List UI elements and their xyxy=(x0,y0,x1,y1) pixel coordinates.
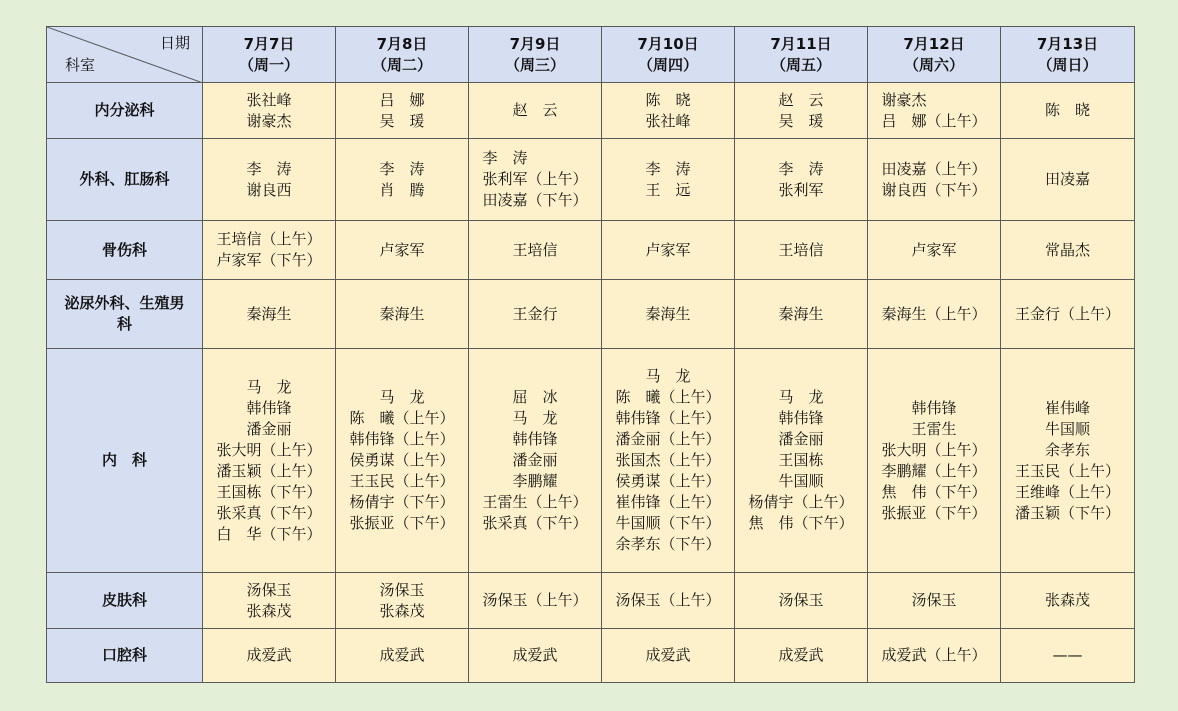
day-date-label: 7月9日 xyxy=(509,34,561,53)
department-name: 外科、肛肠科 xyxy=(79,170,170,188)
department-name: 内分泌科 xyxy=(94,101,155,119)
department-name-cell xyxy=(47,573,203,629)
doctor-name: 张森茂 xyxy=(246,601,292,620)
department-name: 内 科 xyxy=(101,451,147,469)
day-header-cell xyxy=(602,27,735,83)
department-row xyxy=(47,573,1135,629)
doctor-name: 焦 伟（下午） xyxy=(748,514,854,532)
duty-cell xyxy=(735,573,868,629)
doctor-name: 余孝东 xyxy=(1014,440,1090,459)
duty-cell xyxy=(336,139,469,221)
day-weekday-label: （周六） xyxy=(903,55,964,74)
doctor-name: 吴 瑗 xyxy=(778,111,824,130)
department-row xyxy=(47,221,1135,280)
doctor-name: 屈 冰 xyxy=(482,388,558,406)
doctor-name: 张国杰（上午） xyxy=(615,451,721,469)
department-row xyxy=(47,629,1135,683)
department-name-cell xyxy=(47,349,203,573)
doctor-name: 马 龙 xyxy=(748,388,824,406)
doctor-name: 吕 娜 xyxy=(379,90,425,109)
day-date-label: 7月13日 xyxy=(1036,34,1099,53)
duty-cell xyxy=(469,349,602,573)
doctor-name: 王玉民（上午） xyxy=(1014,461,1120,480)
day-weekday-label: （周五） xyxy=(770,55,831,74)
day-date-label: 7月10日 xyxy=(637,34,699,53)
doctor-name: 陈 曦（上午） xyxy=(615,388,721,406)
doctor-name: 白 华（下午） xyxy=(216,524,322,543)
doctor-name: 王培信 xyxy=(512,240,558,259)
doctor-name: 张大明（上午） xyxy=(881,440,987,459)
duty-cell xyxy=(336,280,469,349)
doctor-name: 王国栋（下午） xyxy=(216,482,322,501)
doctor-name: 王培信 xyxy=(778,240,824,259)
day-header-cell xyxy=(1001,27,1135,83)
doctor-name: 成爱武（上午） xyxy=(881,646,987,664)
duty-cell xyxy=(602,349,735,573)
doctor-name: 李 涛 xyxy=(482,149,528,167)
duty-cell xyxy=(868,221,1001,280)
doctor-name: 李鹏耀 xyxy=(482,472,558,490)
duty-cell xyxy=(1001,629,1135,683)
doctor-name: 田凌嘉（下午） xyxy=(482,191,588,209)
doctor-name: 侯勇谋（上午） xyxy=(615,472,721,490)
doctor-name: 成爱武 xyxy=(512,646,558,664)
doctor-name: 王玉民（上午） xyxy=(349,472,455,490)
doctor-name: 汤保玉 xyxy=(778,591,824,609)
duty-cell xyxy=(1001,139,1135,221)
doctor-name: 张森茂 xyxy=(1044,591,1090,609)
doctor-name: 潘金丽（上午） xyxy=(615,430,721,448)
duty-cell xyxy=(469,280,602,349)
duty-cell xyxy=(203,83,336,139)
duty-cell xyxy=(336,221,469,280)
duty-cell xyxy=(336,629,469,683)
doctor-name: 张振亚（下午） xyxy=(349,514,455,532)
doctor-name: 成爱武 xyxy=(645,646,691,664)
doctor-name: 牛国顺 xyxy=(748,472,824,490)
duty-cell xyxy=(469,83,602,139)
doctor-name: 潘玉颖（上午） xyxy=(216,461,322,480)
duty-cell xyxy=(203,349,336,573)
doctor-name: 肖 腾 xyxy=(379,180,425,199)
doctor-name: 秦海生（上午） xyxy=(881,304,987,323)
doctor-name: —— xyxy=(1052,646,1083,664)
doctor-name: 汤保玉（上午） xyxy=(482,591,588,609)
doctor-name: 谢良西（下午） xyxy=(881,180,987,199)
doctor-name: 李 涛 xyxy=(645,159,691,178)
department-row xyxy=(47,280,1135,349)
doctor-name: 杨倩宇（下午） xyxy=(349,493,455,511)
doctor-name: 牛国顺 xyxy=(1014,419,1090,438)
doctor-name: 卢家军 xyxy=(645,240,691,259)
duty-cell xyxy=(602,139,735,221)
duty-cell xyxy=(602,83,735,139)
corner-header-cell xyxy=(47,27,203,83)
duty-cell xyxy=(868,573,1001,629)
doctor-name: 陈 晓 xyxy=(645,90,691,109)
doctor-name: 谢豪杰 xyxy=(246,111,292,130)
doctor-name: 谢良西 xyxy=(246,180,292,199)
doctor-name: 李 涛 xyxy=(246,159,292,178)
day-date-label: 7月11日 xyxy=(770,34,832,53)
doctor-name: 杨倩宇（上午） xyxy=(748,493,854,511)
doctor-name: 崔伟锋（上午） xyxy=(615,493,721,511)
doctor-name: 秦海生 xyxy=(778,304,824,323)
doctor-name: 汤保玉 xyxy=(246,580,292,599)
day-weekday-label: （周二） xyxy=(371,55,432,74)
day-header-cell xyxy=(203,27,336,83)
day-date-label: 7月12日 xyxy=(903,34,965,53)
doctor-name: 韩伟锋 xyxy=(748,409,824,427)
header-row xyxy=(47,27,1135,83)
duty-cell xyxy=(336,573,469,629)
doctor-name: 王培信（上午） xyxy=(216,230,322,248)
doctor-name: 张森茂 xyxy=(379,601,425,620)
duty-cell xyxy=(1001,573,1135,629)
doctor-name: 张振亚（下午） xyxy=(881,503,987,522)
duty-cell xyxy=(336,349,469,573)
doctor-name: 潘金丽 xyxy=(482,451,558,469)
doctor-name: 马 龙 xyxy=(216,377,292,396)
doctor-name: 焦 伟（下午） xyxy=(881,482,987,501)
department-name-cell xyxy=(47,139,203,221)
day-weekday-label: （周日） xyxy=(1037,55,1098,74)
day-weekday-label: （周三） xyxy=(504,55,565,74)
duty-cell xyxy=(469,221,602,280)
doctor-name: 秦海生 xyxy=(379,304,425,323)
duty-cell xyxy=(602,280,735,349)
department-name: 皮肤科 xyxy=(101,591,147,609)
day-header-cell xyxy=(469,27,602,83)
doctor-name: 陈 晓 xyxy=(1044,101,1090,119)
doctor-name: 卢家军（下午） xyxy=(216,251,322,269)
doctor-name: 李 涛 xyxy=(379,159,425,178)
doctor-name: 成爱武 xyxy=(778,646,824,664)
doctor-name: 侯勇谋（上午） xyxy=(349,451,455,469)
doctor-name: 田凌嘉（上午） xyxy=(881,159,987,178)
duty-cell xyxy=(868,349,1001,573)
doctor-name: 王金行（上午） xyxy=(1014,304,1120,323)
doctor-name: 韩伟锋 xyxy=(482,430,558,448)
doctor-name: 牛国顺（下午） xyxy=(615,514,721,532)
doctor-name: 陈 曦（上午） xyxy=(349,409,455,427)
doctor-name: 潘金丽 xyxy=(216,419,292,438)
doctor-name: 汤保玉（上午） xyxy=(615,591,721,609)
duty-cell xyxy=(336,83,469,139)
day-header-cell xyxy=(735,27,868,83)
doctor-name: 赵 云 xyxy=(512,101,558,119)
day-date-label: 7月7日 xyxy=(243,34,295,53)
doctor-name: 卢家军 xyxy=(379,240,425,259)
doctor-name: 王 远 xyxy=(645,180,691,199)
duty-cell xyxy=(1001,280,1135,349)
doctor-name: 吴 瑗 xyxy=(379,111,425,130)
doctor-name: 韩伟锋（上午） xyxy=(349,430,455,448)
doctor-name: 李鹏耀（上午） xyxy=(881,461,987,480)
doctor-name: 马 龙 xyxy=(615,367,691,385)
doctor-name: 田凌嘉 xyxy=(1044,170,1090,188)
day-weekday-label: （周一） xyxy=(238,55,299,74)
duty-cell xyxy=(469,573,602,629)
department-name: 科 xyxy=(116,315,132,333)
doctor-name: 韩伟锋 xyxy=(216,398,292,417)
department-row xyxy=(47,83,1135,139)
doctor-name: 赵 云 xyxy=(778,90,824,109)
duty-cell xyxy=(868,83,1001,139)
day-header-cell xyxy=(336,27,469,83)
doctor-name: 谢豪杰 xyxy=(881,90,927,109)
department-name-cell xyxy=(47,83,203,139)
duty-cell xyxy=(469,629,602,683)
department-name: 口腔科 xyxy=(101,646,147,664)
doctor-name: 汤保玉 xyxy=(911,591,957,609)
duty-cell xyxy=(602,221,735,280)
duty-cell xyxy=(602,573,735,629)
doctor-name: 崔伟峰 xyxy=(1014,398,1090,417)
duty-cell xyxy=(735,139,868,221)
duty-cell xyxy=(735,629,868,683)
day-weekday-label: （周四） xyxy=(637,55,698,74)
duty-cell xyxy=(868,139,1001,221)
duty-cell xyxy=(1001,221,1135,280)
department-name: 骨伤科 xyxy=(101,240,147,259)
doctor-name: 李 涛 xyxy=(778,159,824,178)
doctor-name: 韩伟锋 xyxy=(881,398,957,417)
duty-cell xyxy=(868,629,1001,683)
duty-cell xyxy=(203,280,336,349)
day-date-label: 7月8日 xyxy=(376,34,428,53)
department-name: 泌尿外科、生殖男 xyxy=(64,294,185,312)
doctor-name: 张社峰 xyxy=(645,111,691,130)
duty-cell xyxy=(203,221,336,280)
doctor-name: 王雷生 xyxy=(881,419,957,438)
doctor-name: 王维峰（上午） xyxy=(1014,482,1120,501)
duty-cell xyxy=(203,629,336,683)
date-axis-label: 日期 xyxy=(159,34,190,52)
doctor-name: 卢家军 xyxy=(911,240,957,259)
duty-cell xyxy=(735,280,868,349)
doctor-name: 张采真（下午） xyxy=(216,503,322,522)
doctor-name: 成爱武 xyxy=(379,646,425,664)
doctor-name: 成爱武 xyxy=(246,646,292,664)
doctor-name: 张利军（上午） xyxy=(482,170,588,188)
department-name-cell xyxy=(47,629,203,683)
doctor-name: 张采真（下午） xyxy=(482,514,588,532)
department-row xyxy=(47,349,1135,573)
duty-cell xyxy=(735,83,868,139)
duty-cell xyxy=(203,139,336,221)
department-name-cell xyxy=(47,280,203,349)
duty-cell xyxy=(868,280,1001,349)
doctor-name: 张利军 xyxy=(778,180,824,199)
doctor-name: 张社峰 xyxy=(246,90,292,109)
doctor-name: 潘金丽 xyxy=(748,430,824,448)
doctor-name: 汤保玉 xyxy=(379,580,425,599)
duty-cell xyxy=(1001,349,1135,573)
duty-cell xyxy=(602,629,735,683)
doctor-name: 马 龙 xyxy=(349,388,425,406)
duty-cell xyxy=(203,573,336,629)
doctor-name: 韩伟锋（上午） xyxy=(615,409,721,427)
doctor-name: 王金行 xyxy=(512,304,558,323)
doctor-name: 余孝东（下午） xyxy=(615,535,721,553)
duty-schedule-table xyxy=(46,26,1135,683)
department-row xyxy=(47,139,1135,221)
doctor-name: 常晶杰 xyxy=(1044,240,1090,259)
doctor-name: 潘玉颖（下午） xyxy=(1014,503,1120,522)
doctor-name: 吕 娜（上午） xyxy=(881,111,987,130)
department-name-cell xyxy=(47,221,203,280)
doctor-name: 秦海生 xyxy=(645,304,691,323)
duty-cell xyxy=(469,139,602,221)
department-axis-label: 科室 xyxy=(65,56,96,74)
doctor-name: 秦海生 xyxy=(246,304,292,323)
doctor-name: 王国栋 xyxy=(748,451,824,469)
duty-cell xyxy=(1001,83,1135,139)
doctor-name: 马 龙 xyxy=(482,409,558,427)
duty-cell xyxy=(735,349,868,573)
doctor-name: 张大明（上午） xyxy=(216,440,322,459)
doctor-name: 王雷生（上午） xyxy=(482,493,588,511)
duty-cell xyxy=(735,221,868,280)
day-header-cell xyxy=(868,27,1001,83)
